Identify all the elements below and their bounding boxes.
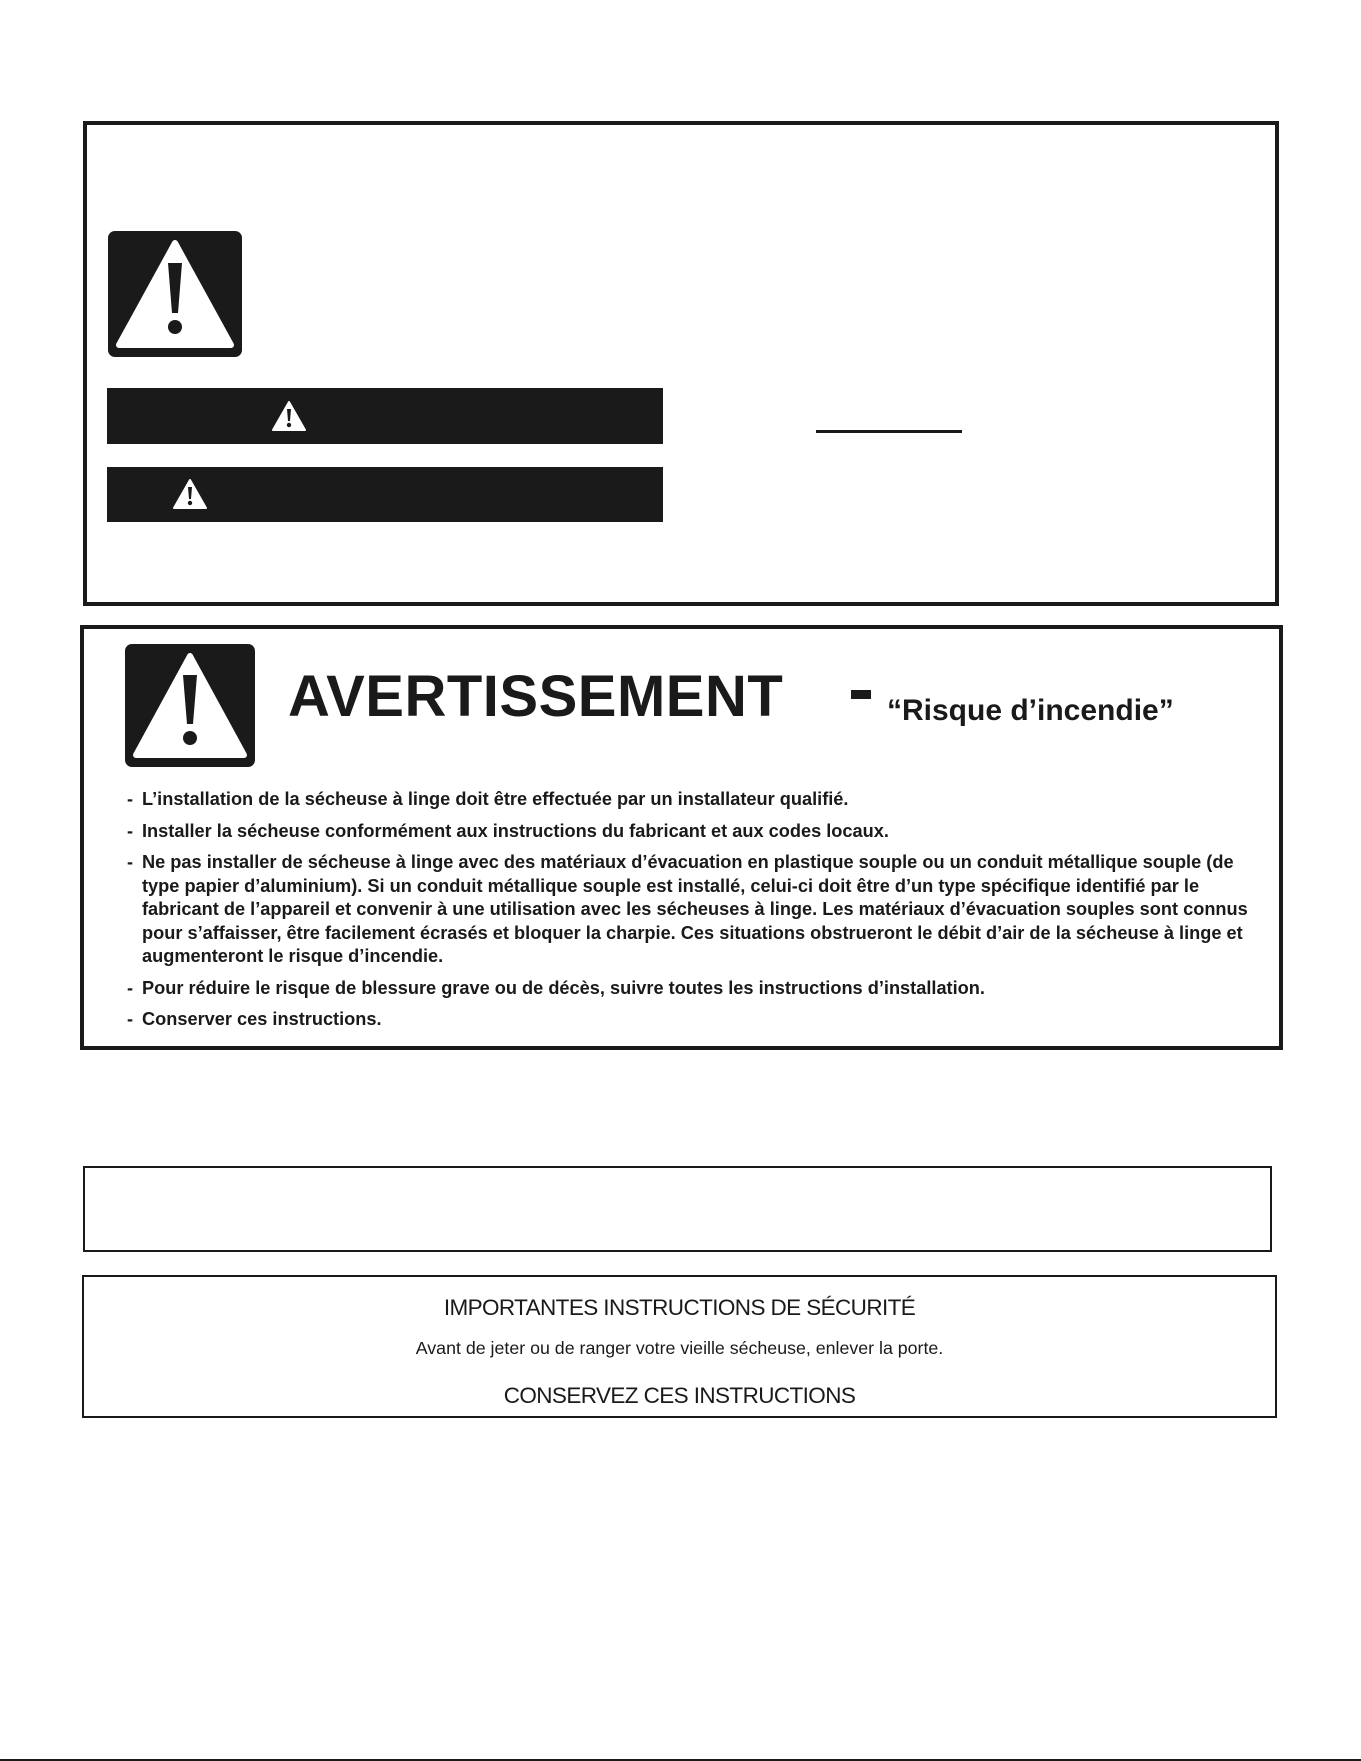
warning-triangle-icon [171,477,209,511]
warning-list-item: - Pour réduire le risque de blessure grave ou de décès, suivre toutes les instructions d’installation. [125,977,1255,1001]
safety-heading: IMPORTANTES INSTRUCTIONS DE SÉCURITÉ [443,1295,916,1320]
warning-list-item: - L’installation de la sécheuse à linge doit être effectuée par un installateur qualifié. [125,788,1255,812]
empty-notice-box [83,1166,1272,1252]
safety-symbol-box [83,121,1279,606]
warning-subtitle: “Risque d’incendie” [887,694,1174,727]
warning-triangle-icon [270,399,308,433]
text-underline-rule [816,430,962,433]
safety-text: Avant de jeter ou de ranger votre vieille sécheuse, enlever la porte. [415,1338,944,1358]
warning-title: AVERTISSEMENT [288,664,784,729]
safety-instructions-box [82,1275,1277,1418]
title-dash [851,690,871,699]
warning-list [125,788,1255,1040]
warning-triangle-icon [125,644,255,767]
warning-list-item: - Ne pas installer de sécheuse à linge avec des matériaux d’évacuation en plastique souple ou un conduit métallique souple (de type papier d’aluminium). Si un conduit métallique souple est installé, celui-ci doit être d’un type spécifique identifié par le fabricant de l’appareil et convenir à une utilisation avec les sécheuses à linge. Les matériaux d’évacuation souples sont connus pour s’affaisser, être facilement écrasés et bloquer la charpie. Ces situations obstrueront le débit d’air de la sécheuse à linge et augmenteront le risque d’incendie. [125,851,1255,969]
warning-list-item: - Conserver ces instructions. [125,1008,1255,1032]
warning-triangle-icon [108,231,242,357]
danger-signal-bar [107,388,663,444]
warning-list-item: - Installer la sécheuse conformément aux instructions du fabricant et aux codes locaux. [125,820,1255,844]
safety-footer: CONSERVEZ CES INSTRUCTIONS [503,1383,856,1408]
warning-signal-bar [107,467,663,522]
